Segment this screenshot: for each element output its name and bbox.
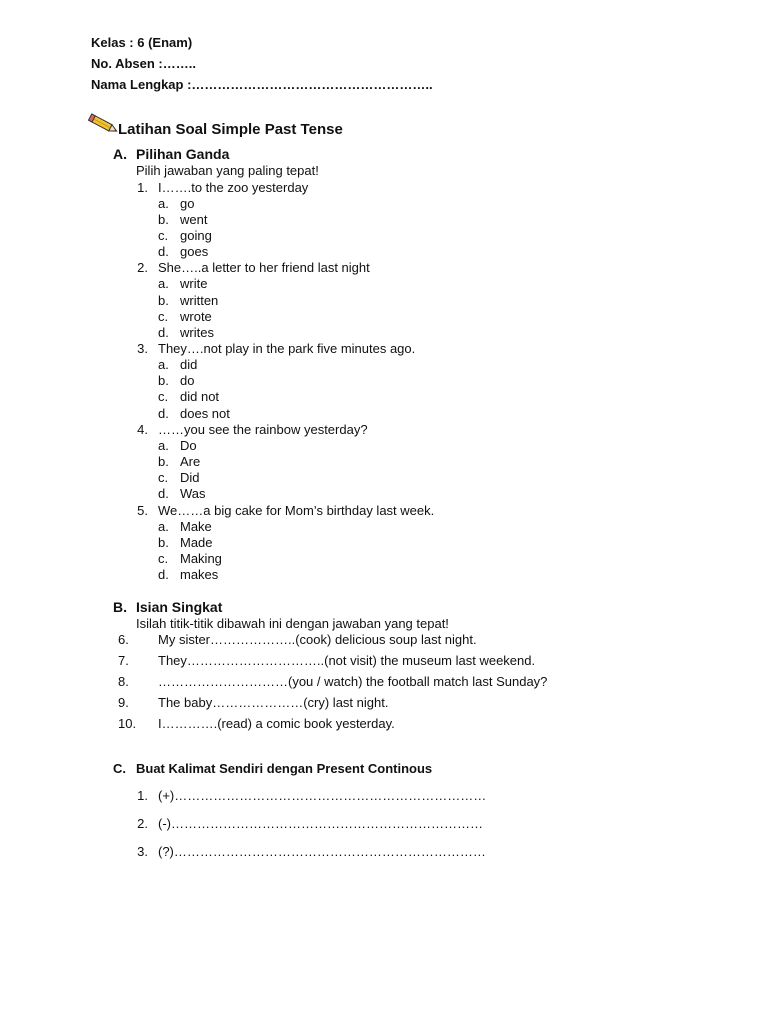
section-c-letter: C. — [113, 761, 126, 776]
section-b-letter: B. — [113, 599, 127, 615]
option-text: Do — [180, 437, 197, 453]
question-number: 3. — [137, 341, 148, 356]
option-text: write — [180, 276, 208, 292]
question-number: 1. — [137, 179, 148, 195]
item-text: …………………………(you / watch) the football match last Sunday? — [158, 674, 548, 689]
option-text: go — [180, 195, 195, 211]
item-number: 9. — [118, 695, 129, 710]
answer-line: (+)……………………………………………………………… — [158, 788, 487, 803]
question-text: ……you see the rainbow yesterday? — [158, 421, 368, 437]
option-letter: b. — [158, 373, 169, 389]
option-text: going — [180, 227, 212, 243]
option-letter: d. — [158, 324, 169, 340]
item-text: They…………………………..(not visit) the museum last weekend. — [158, 653, 536, 668]
option-letter: b. — [158, 292, 169, 308]
option-letter: d. — [158, 567, 169, 583]
section-a-letter: A. — [113, 146, 127, 162]
section-a-title: Pilihan Ganda — [136, 146, 230, 162]
option-text: do — [180, 373, 195, 389]
item-number: 3. — [137, 844, 148, 859]
section-c-title: Buat Kalimat Sendiri dengan Present Continous — [136, 761, 433, 776]
answer-line: (?)……………………………………………………………… — [158, 844, 486, 859]
option-letter: c. — [158, 389, 169, 405]
option-letter: a. — [158, 276, 169, 292]
option-letter: c. — [158, 227, 169, 243]
option-text: Did — [180, 470, 200, 486]
item-number: 2. — [137, 816, 148, 831]
page-title: Latihan Soal Simple Past Tense — [118, 121, 343, 138]
question-number: 2. — [137, 260, 148, 276]
option-letter: b. — [158, 534, 169, 550]
absence-number-field: No. Absen :…….. — [91, 56, 196, 71]
option-letter: a. — [158, 437, 169, 453]
option-letter: d. — [158, 405, 169, 421]
option-text: did — [180, 357, 198, 373]
item-number: 10. — [118, 716, 137, 731]
class-field: Kelas : 6 (Enam) — [91, 35, 193, 50]
item-text: My sister………………..(cook) delicious soup last night. — [158, 632, 477, 647]
option-text: went — [180, 211, 208, 227]
option-text: does not — [180, 405, 230, 421]
option-text: Make — [180, 518, 212, 534]
option-text: wrote — [180, 308, 212, 324]
answer-line: (-)……………………………………………………………… — [158, 816, 483, 831]
question-text: She…..a letter to her friend last night — [158, 260, 370, 276]
option-text: makes — [180, 567, 219, 583]
option-letter: a. — [158, 195, 169, 211]
section-b-instruction: Isilah titik-titik dibawah ini dengan jawaban yang tepat! — [136, 616, 449, 631]
item-number: 6. — [118, 632, 129, 647]
option-text: Making — [180, 550, 222, 566]
item-number: 8. — [118, 674, 129, 689]
question-number: 4. — [137, 421, 148, 437]
question-text: They….not play in the park five minutes ago. — [158, 341, 416, 356]
option-letter: c. — [158, 470, 169, 486]
option-letter: c. — [158, 308, 169, 324]
option-text: did not — [180, 389, 220, 405]
item-number: 1. — [137, 788, 148, 803]
option-letter: a. — [158, 357, 169, 373]
option-letter: d. — [158, 486, 169, 502]
option-text: Made — [180, 534, 213, 550]
item-text: The baby…………………(cry) last night. — [158, 695, 389, 710]
question-text: We……a big cake for Mom’s birthday last week. — [158, 502, 435, 518]
option-letter: b. — [158, 454, 169, 470]
option-text: goes — [180, 244, 209, 260]
option-text: written — [180, 292, 219, 308]
section-a-instruction: Pilih jawaban yang paling tepat! — [136, 163, 319, 178]
option-letter: c. — [158, 550, 169, 566]
option-text: writes — [180, 324, 214, 340]
item-number: 7. — [118, 653, 129, 668]
option-letter: d. — [158, 244, 169, 260]
option-text: Was — [180, 486, 206, 502]
option-letter: b. — [158, 211, 169, 227]
full-name-field: Nama Lengkap :……………………………………………….. — [91, 77, 433, 92]
section-b-title: Isian Singkat — [136, 599, 223, 615]
option-text: Are — [180, 454, 201, 470]
item-text: I………….(read) a comic book yesterday. — [158, 716, 395, 731]
option-letter: a. — [158, 518, 169, 534]
question-text: I…….to the zoo yesterday — [158, 179, 309, 195]
pencil-icon — [88, 112, 120, 138]
question-number: 5. — [137, 502, 148, 518]
